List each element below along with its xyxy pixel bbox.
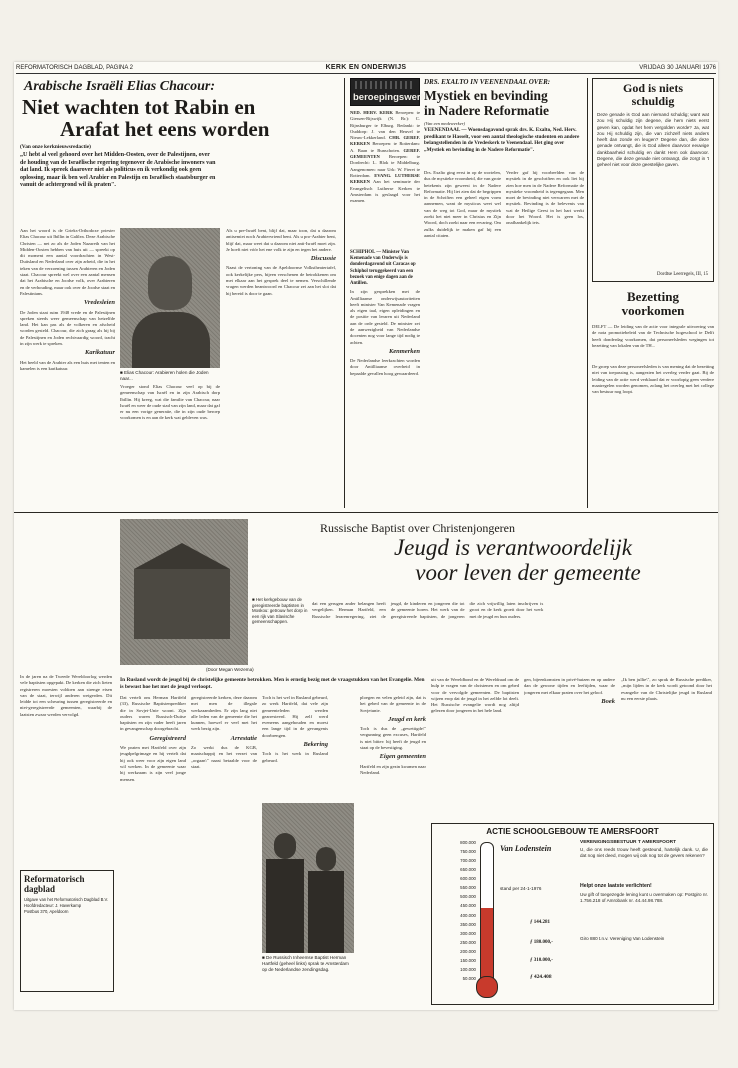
person-figure (274, 833, 296, 859)
church-roof (134, 543, 230, 569)
stand-label: stand per 24-1-1976 (500, 886, 542, 891)
header-left: REFORMATORISCH DAGBLAD, PAGINA 2 (16, 65, 134, 71)
thermo-bulb (476, 976, 498, 998)
thermo-tick: 650.000 (460, 867, 476, 873)
meditation-box (592, 78, 714, 282)
article-lead: „U hebt al veel gehoord over het Midden-Oosten, over de Palestijnen, over de houding van de Israëlische regering tegenover de Arabische inwoners van dat land. Ik spreek daarover niet als politicus en ik verkondig ook geen oplossing, maar ik ben wel Arabier en Palestijn en Israëlisch staatsburger en vanuit de achtergrond wil ik praten". (20, 152, 216, 189)
subhead-arrestatie: Arrestatie (230, 734, 257, 742)
thermo-tick: 550.000 (460, 885, 476, 891)
meditation-title-line: God is niets (622, 81, 683, 95)
beroepingswerk-column (350, 78, 426, 508)
thermo-tick: 700.000 (460, 858, 476, 864)
article-headline (312, 535, 714, 585)
thermometer (436, 840, 576, 1000)
article-body: Aan het woord is de Grieks-Orthodoxe priester Elias Chacour uit Ibillin in Galilea. Deze Arabische Christen — net zo als de Joden Nazareth van het Midden-Oosten hebben van huis uit — spreekt op dit moment een aantal voordrachten in West-Duitsland en Nederland over zijn arbeid, die in het teken van de verzoening tussen Arabieren en Joden staat. Chacour spreekt wel over een aantal mensen dat het Arabische en Joodse volk, over Arabieren en de verhouding, maar ook over de Joodse staat en Palestinians. Vredesleien De Joden staat ruim 1948 vrede en de Palestijnen spreken steeds weer gemeenschap van hetzelfde land. Het kan pas als de volkeren en afscheid worden gesteld. Chacour, die zich graag als hij bij de Palestijnen en Joden rechtvaardig woord, tracht in zijn werk te spreken. Karikatuur Het beeld van de Arabier als een huis met tenten en kamelen is een karikatuur. (20, 228, 115, 371)
subhead-karikatuur: Karikatuur (85, 349, 115, 357)
church-photo (120, 519, 248, 665)
thermo-tick: 200.000 (460, 948, 476, 954)
beroepingswerk-title: beroepingswerk (353, 92, 426, 103)
beroepingswerk-banner (350, 78, 426, 106)
headline-line: Arafat het eens worden (60, 117, 270, 141)
amount: ƒ 310.000,- (530, 958, 553, 963)
article-lead: In Rusland wordt de jeugd bij de christelijke gemeente betrokken. Men is ernstig bezig met de vraagstukken van het Evangelie. Men is bewust hoe het met de jeugd verloopt. (120, 677, 425, 690)
article-body-col2: Vroeger stond Elias Chacour veel op bij de gemeenschap van Israël en in zijn Arabisch dorp Ibillin. Hij kreeg, wat die familie van Chacour, naar Israël en weer de oude stad van zijn land, maar dat gaf er nu een vorige generatie, die in zijn oude beroep voorkomen is en aan de kerk wat gebleven was. (120, 384, 220, 421)
amount: ƒ 180.000,- (530, 940, 553, 945)
article-kicker: DRS. EXALTO IN VEENENDAAL OVER: (424, 78, 551, 86)
photo-caption: ■ Elias Chacour: Arabieren holen die Joden naar... (120, 370, 209, 381)
article-byline: (Van onze kerknieuwsredactie) (20, 144, 91, 150)
amount: ƒ 144.281 (530, 920, 550, 925)
headline-line: Niet wachten tot Rabin en (22, 95, 256, 119)
photo-caption: (Door Megan Wezema) (206, 667, 254, 672)
horizontal-rule (14, 512, 718, 513)
thermo-tick: 150.000 (460, 957, 476, 963)
paper-title-line: dagblad (24, 884, 56, 894)
section-luth: EVANG. LUTHERSE KERKEN (350, 172, 420, 185)
meditation-body: Deze genade is God aan niemand schuldig; want wat zou Hij schuldig zijn degene, die hem niets eerst geven kan, opdat het hem vergolden worde? Ja, wat zou Hij schuldig zijn, die van zichzelf niets anders heeft dan zonde en leugen? Degene dan, die deze genade ontvangt, die is God alleen daarvoor eeuwige dankbaarheid schuldig en dankt Hem ook daarvoor. Degene, die deze genade niet ontvangt, die zorgt in 't geheel niet voor deze geestelijke gaven. (597, 112, 709, 168)
church-building (134, 569, 230, 639)
thermo-tick: 750.000 (460, 849, 476, 855)
thermo-tick: 350.000 (460, 921, 476, 927)
campaign-body-head: VERENIGINGSBESTUUR T AMERSFOORT (580, 840, 677, 845)
amount: ƒ 424.408 (530, 974, 552, 980)
thermo-tick: 500.000 (460, 894, 476, 900)
article-headline (424, 88, 584, 118)
banner-decoration (355, 81, 415, 89)
campaign-body-text: Uw gift of toegezegde lening kunt u overmaken op: Postgiro nr. 1.756.218 of Amrobank nr. 44.44.98.788. (580, 892, 708, 904)
article-exalto (424, 78, 584, 508)
page-header (16, 63, 716, 74)
campaign-body-text: U, die ons reeds trouw heeft gesteund, hartelijk dank. U, die dat nog niet deed, mogen wij ook nog tot de gevers rekenen? (580, 847, 708, 859)
header-section: KERK EN ONDERWIJS (325, 64, 407, 71)
headline-line: Mystiek en bevinding (424, 88, 548, 103)
column-divider (587, 78, 588, 508)
article-headline (20, 96, 342, 140)
subhead-jeugd: Jeugd en kerk (388, 715, 426, 723)
thermo-tick: 800.000 (460, 840, 476, 845)
chacour-photo (120, 228, 220, 368)
portrait-shoulders (132, 312, 210, 368)
campaign-box (431, 823, 714, 1005)
thermo-tube (480, 842, 494, 982)
header-date: VRIJDAG 30 JANUARI 1976 (639, 65, 716, 71)
bezetting-headline (592, 290, 714, 318)
article-body-col6: gen, bijeenkomsten in privé-huizen en op andere dan de gewone tijden en leeftijden, waar de jongeren met elkaar praten over het geloof. Boek „Ik ben jullie\", zo sprak de Russische prediker, „mijn lijden in de kerk wordt getoond door het evangelie van de Christelijke jeugd in Rusland nu een eerste plaats. (524, 677, 712, 705)
article-body-left: In de jaren na de Tweede Wereldoorlog werden vele baptisten opgepakt. De kerken die zich lieten registreren moesten voldoen aan strenge eisen van de staat, terwijl anderen weigerden. Dit leidde tot een scheuring tussen geregistreerde en niet-geregistreerde gemeenten, waarbij de laatsten zwaar werden vervolgd. (20, 674, 112, 717)
article-kicker: Russische Baptist over Christenjongeren (320, 521, 515, 535)
photo-caption: ■ De Russisch Inheemse Baptist Herman Hartfeld (geheel links) sprak te Amsterdam op de Nederlandse zendingsdag. (262, 955, 349, 972)
person-body (266, 859, 304, 953)
beroepingswerk-body: NED. HERV. KERK Beroepen: te Giessen-Rijswijk (N. Br.): C. Rijnsburger te Elburg. Bedankt: te Ouddorp: J. van den Heuvel te Nieuw-Lekkerland. CHR. GEREF. KERKEN Beroepen: te Rotterdam: A. Baan te Bunschoten. GEREF. GEMEENTEN Beroepen: te Dordrecht: L. Blok te Middelburg. Aangenomen: naar Urk: W. Fieret te Rotterdam. EVANG. LUTHERSE KERKEN Aan het seminarie der Evangelisch Lutherse Kerken te Amsterdam is geslaagd voor het examen. (350, 110, 420, 204)
bezetting-lead: DELFT — De leiding van de actie voor integrale uitvoering van de nota promotiebeleid van de Technische hogeschool te Delft heeft donderdag voorkomen, dat personeelsleden wegingen tot bezetting van lokalen van de TH... (592, 324, 714, 348)
article-body-col3: Toch is het wel in Rusland gebeurd, zo werk Hartfeld, dat vele zijn gemeenteleden werden gearresteerd. Hij zelf werd eveneens aangehouden en moest een lange tijd in de gevangenis doorbrengen. Bekering Toch is het werk in Rusland gebeurd. (262, 695, 328, 763)
portrait-figure (148, 256, 192, 310)
meditation-title (597, 82, 709, 108)
paper-line: Uitgave van het Reformatorisch Dagblad B.V. (24, 897, 109, 902)
thermo-tick: 600.000 (460, 876, 476, 882)
thermo-tick: 400.000 (460, 912, 476, 918)
article-body-col4: ploegen en velen geleid zijn, dat is het gebed van de gemeente in de Sovjetunie. Jeugd en kerk Toch is dus de „gewettigde\" vergunning geen excuses, Hartfeld is niet bitter: hij heeft de jeugd en staat op de bevestiging. Eigen gemeenten Hartfeld en zijn gezin kwamen naar Nederland. (360, 695, 426, 775)
article-kicker: Arabische Israëli Elias Chacour: (24, 79, 215, 94)
article-body-col5: uit van de Wereldbond en de Wereldraad om de hulp te vragen van de christenen en om gebed voor de vervolgde gemeenten. De baptisten wijzen erop dat de jeugd in het zelfde lot deelt. Het Russische evangelie wordt nog altijd gelezen door jongeren in het hele land. (431, 677, 519, 714)
meditation-title-line: schuldig (631, 94, 675, 108)
thermo-tick: 300.000 (460, 930, 476, 936)
bezetting-title-line: voorkomen (621, 303, 685, 318)
subhead-vredesleien: Vredesleien (83, 299, 115, 307)
campaign-body (580, 840, 708, 1000)
paper-line: Postbus 370, Apeldoorn (24, 909, 69, 914)
paper-info-box (20, 870, 114, 992)
article-body: Drs. Exalto ging eerst in op de wortelen, dus de mystieke vroomheid, die van grote betekenis zijn geweest in de Nadere Reformatie. Hij liet zien dat de begrippen in de Schriften een geheel eigen vorm aannemen, want de mysticus weet wel van de weg tot God, maar de mystiek zoekt het niet meer in Christus en Zijn Woord, doch zoekt naar een ervaring. Om zulks duidelijk te maken gaf hij een aantal citaten. (424, 170, 501, 238)
article-body-col1: Dat vertelt ons Herman Hartfeld (33), Russische Baptistenprediker die in Sovjet-Unie woont. Zijn ouders waren Russisch-Duitse baptisten en zijn vader heeft jaren in gevangenschap doorgebracht. Geregistreerd We praten met Hartfeld over zijn jeugdpelgrimage en hij vertelt dat hij ook weer voor zijn eigen land wil werken. In de gemeente waar hij werkzaam is zijn veel jonge mensen. (120, 695, 186, 782)
paper-title (21, 871, 113, 897)
thermo-tick: 50.000 (462, 976, 476, 981)
campaign-body-call: Helpt onze laatste verlichten! (580, 883, 652, 889)
person-figure (316, 847, 336, 871)
subhead-geregistreerd: Geregistreerd (149, 734, 186, 742)
paper-title-line: Reformatorisch (24, 874, 85, 884)
article-body-col3: Als u pre-Israël bent, blijf dat, maar toon, dat u daarom antisemiet noch Arabiervriend bent. Als u pro-Arabier bent, blijf dat, maar weet dat u daarom niet anti-Israël moet zijn. Je hoeft niet vóór het ene volk te zijn en tegen het andere. Discussie Naast de vertoning van de Apeldoornse Volkstheatertafel, ook kerkelijke pers, bijeen verschenen de betrokkenen om met elkaar aan het gesprek deel te nemen. Verschillende vragen werden beantwoord en Chacour zei aan het slot dat hij bereid is door te gaan. (226, 228, 336, 296)
thermo-tick: 450.000 (460, 903, 476, 909)
campaign-title: ACTIE SCHOOLGEBOUW TE AMERSFOORT (486, 827, 659, 836)
schiphol-dateline: SCHIPHOL — Minister Van Kemenade van Onderwijs is donderdagavond uit Caracas op Schiphol teruggekeerd van een bezoek van enige dagen aan de Antillen. (350, 250, 416, 287)
section-geref-gem: GEREF. GEMEENTEN (350, 147, 420, 160)
photo-side-caption: ■ Het kerkgebouw van de geregistreerde baptisten in Moskou: getrouw het dorp in een rijk van Slavische gemeenschappen. (252, 597, 308, 625)
thermo-tick: 100.000 (460, 966, 476, 972)
subhead-kenmerken: Kenmerken (388, 347, 420, 355)
article-chacour (20, 78, 342, 518)
meditation-signature: Dordtse Leerregels, III, 15 (656, 272, 708, 277)
bezetting-body: De groep van deze personeelsleden is van mening dat de bezetting niet van toepassing is, aangezien het overleg verder gaat. Bij de leiding van de actie werd verklaard dat er voorlopig geen verdere maatregelen worden genomen, zolang het overleg met het college van bestuur nog loopt. (592, 364, 714, 395)
newspaper-page (14, 62, 718, 1010)
section-chr-geref: CHR. GEREF. KERKEN (350, 135, 420, 147)
schiphol-body: In zijn gesprekken met de Antilliaanse onderwijsautoriteiten heeft minister Van Kemenade vragen als eigen taal, eigen opleidingen en de positie van leraren uit Nederland aan de orde gesteld. De minister zei de aanwezigheid van Nederlandse docenten nog voor lange tijd nodig te achten. Kenmerken De Nederlandse leerkrachten worden door Antilliaanse overheid in bepaalde gevallen hoog gewaardeerd. (350, 289, 420, 376)
subhead-gemeenten: Eigen gemeenten (379, 753, 426, 761)
headline-line: voor leven der gemeente (415, 560, 641, 585)
thermo-label: Van Lodenstein (500, 844, 552, 853)
article-body-col2: Verder gaf hij voorbeelden van de mystiek in de geschriften en ook liet hij zien hoe men in de Nadere Reformatie de mystieke vroomheid is tegengegaan. Men moet de bevinding niet verwarren met de mystiek. Bevinding is de belevenis van wat de Heilige Geest in het hart werkt door het Woord. Het is geen los, onafhankelijk iets. (506, 170, 584, 226)
article-byline: (Van een medewerker) (424, 121, 466, 126)
subhead-bekering: Bekering (303, 741, 328, 749)
thermo-tick: 250.000 (460, 939, 476, 945)
subhead-discussie: Discussie (310, 255, 336, 263)
headline-line: in Nadere Reformatie (424, 103, 549, 118)
person-body (308, 871, 344, 953)
sidebar (592, 78, 714, 510)
article-lead: VEENENDAAL — Woensdagavond sprak drs. K. Exalto, Ned. Herv. predikant te Hasselt, voor een aantal theologische studenten en andere belangstellenden in de Vredeskerk te Veenendaal. Het ging over „Mystiek en bevinding in de Nadere Reformatie". (424, 127, 580, 153)
headline-line: Jeugd is verantwoordelijk (393, 535, 633, 560)
campaign-body-giro: Giro 880 t.n.v. Vereniging Van Lodenstein (580, 936, 665, 941)
hartfeld-photo (262, 803, 354, 953)
section-herv: NED. HERV. KERK (350, 110, 393, 115)
article-body-col2: geregistreerde kerken, deze daarom met men de illegale werkzaamheden. Er zijn lang niet alle leden van de gemeente die het kunnen, hoewel er veel met het werk bezig zijn. Arrestatie Zo werkt dus de KGB, maatschappij en het verzet van „orgaan\" naast betaalde voor de staat. (191, 695, 257, 769)
thermo-fill (481, 908, 493, 981)
thermo-scale (436, 840, 476, 990)
subhead-boek: Boek (601, 697, 615, 705)
column-divider (344, 78, 345, 508)
paper-line: Hoofdredacteur: J. Haverkamp (24, 903, 82, 908)
article-body: dat een gerugen ander belangen heeft vergelijken. Herman Hartfeld, een Russische lerarenregering, ziet de jeugd, de kinderen en jongeren die tot de gemeente horen. Het werk van de geregistreerde baptisten, de jongeren die zich vrijwillig laten inschrijven is groot en de kerk groeit door het werk met de jeugd en hun ouders. (312, 601, 544, 619)
bezetting-title-line: Bezetting (627, 289, 679, 304)
article-russian-baptist (20, 517, 714, 1007)
